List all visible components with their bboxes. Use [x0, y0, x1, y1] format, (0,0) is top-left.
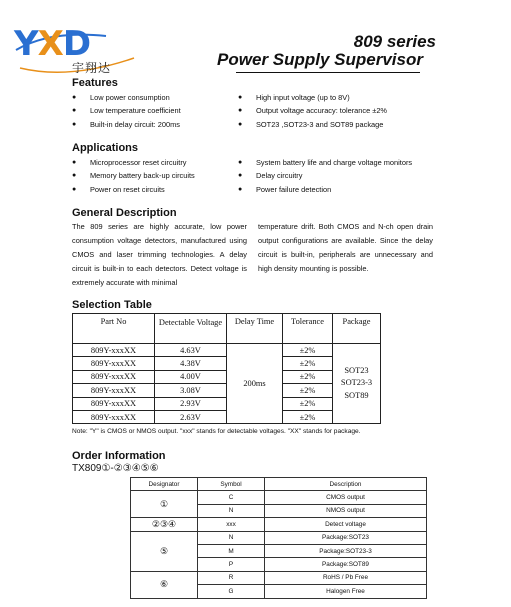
table-header-row — [131, 478, 427, 491]
header-part-no: Part No — [73, 314, 155, 344]
applications-list-right — [238, 156, 478, 196]
description-cell: Package:SOT23 — [265, 531, 427, 544]
selection-table — [72, 313, 381, 424]
tolerance-cell: ±2% — [283, 384, 333, 397]
logo-letter-x: X — [37, 24, 63, 64]
applications-heading: Applications — [72, 142, 139, 154]
voltage-cell: 3.08V — [155, 384, 227, 397]
description-cell: Package:SOT23-3 — [265, 544, 427, 557]
product-title: Power Supply Supervisor — [217, 50, 423, 69]
features-heading: Features — [72, 77, 118, 89]
description-heading: General Description — [72, 207, 177, 219]
bullet-icon: ● — [238, 94, 243, 101]
symbol-cell: N — [198, 504, 265, 517]
list-item: ● Power failure detection — [238, 183, 478, 196]
features-list-left — [72, 91, 242, 131]
list-item: ● Power on reset circuits — [72, 183, 242, 196]
bullet-icon: ● — [238, 172, 243, 180]
tolerance-cell: ±2% — [283, 410, 333, 423]
tolerance-cell: ±2% — [283, 344, 333, 357]
tolerance-cell: ±2% — [283, 370, 333, 383]
features-list-right — [238, 91, 478, 131]
part-no-cell: 809Y-xxxXX — [73, 370, 155, 383]
logo-letter-d: D — [62, 24, 91, 64]
bullet-icon: ● — [72, 185, 77, 193]
description-cell: RoHS / Pb Free — [265, 571, 427, 584]
bullet-icon: ● — [72, 94, 77, 101]
voltage-cell: 4.00V — [155, 370, 227, 383]
symbol-cell: N — [198, 531, 265, 544]
description-cell: CMOS output — [265, 491, 427, 504]
series-title: 809 series — [353, 32, 436, 51]
symbol-cell: R — [198, 571, 265, 584]
selection-heading: Selection Table — [72, 299, 152, 311]
table-row — [131, 531, 427, 544]
voltage-cell: 2.93V — [155, 397, 227, 410]
header-tolerance: Tolerance — [283, 314, 333, 344]
list-item: ● Built-in delay circuit: 200ms — [72, 118, 242, 131]
package-option: SOT23 — [344, 365, 369, 375]
table-row — [73, 344, 381, 357]
bullet-icon: ● — [72, 159, 77, 166]
description-cell: NMOS output — [265, 504, 427, 517]
bullet-icon: ● — [72, 172, 77, 180]
delay-cell: 200ms — [227, 344, 283, 424]
list-item: ● SOT23 ,SOT23-3 and SOT89 package — [238, 118, 478, 131]
description-cell: Halogen Free — [265, 585, 427, 598]
package-option: SOT89 — [344, 390, 369, 400]
bullet-icon: ● — [238, 107, 243, 115]
logo-chinese-name: 宇翔达 — [72, 61, 112, 75]
selection-note: Note: "Y" is CMOS or NMOS output. "xxx" stands for detectable voltages. "XX" stands for package. — [72, 428, 361, 435]
list-item: ● Delay circuitry — [238, 169, 478, 182]
bullet-icon: ● — [238, 159, 243, 166]
logo-letters — [14, 24, 90, 64]
symbol-cell: M — [198, 544, 265, 557]
symbol-cell: P — [198, 558, 265, 571]
voltage-cell: 2.63V — [155, 410, 227, 423]
header-divider — [236, 72, 420, 73]
list-item: ● Low temperature coefficient — [72, 104, 242, 117]
header-description: Description — [265, 478, 427, 491]
list-item: ● Output voltage accuracy: tolerance ±2% — [238, 104, 478, 117]
bullet-icon: ● — [72, 120, 77, 128]
symbol-cell: G — [198, 585, 265, 598]
order-code: TX809①-②③④⑤⑥ — [72, 463, 159, 474]
table-row — [131, 491, 427, 504]
order-heading: Order Information — [72, 450, 166, 462]
table-row — [131, 571, 427, 584]
voltage-cell: 4.63V — [155, 344, 227, 357]
bullet-icon: ● — [72, 107, 77, 115]
designator-cell: ②③④ — [131, 518, 198, 531]
part-no-cell: 809Y-xxxXX — [73, 357, 155, 370]
order-table — [130, 477, 427, 599]
list-item: ● Memory battery back-up circuits — [72, 169, 242, 182]
part-no-cell: 809Y-xxxXX — [73, 344, 155, 357]
header-detectable-voltage: Detectable Voltage — [155, 314, 227, 344]
description-paragraph-right: temperature drift. Both CMOS and N-ch open drain output configurations are available. Since the delay circuit is built-in, peripherals are unnecessary and high density mounting is possible. — [258, 222, 433, 274]
designator-cell: ⑥ — [131, 571, 198, 598]
symbol-cell: C — [198, 491, 265, 504]
voltage-cell: 4.38V — [155, 357, 227, 370]
designator-cell: ⑤ — [131, 531, 198, 571]
package-option: SOT23-3 — [340, 378, 373, 388]
logo-letter-y: Y — [14, 24, 38, 64]
description-cell: Package:SOT89 — [265, 558, 427, 571]
header-package: Package — [333, 314, 381, 344]
part-no-cell: 809Y-xxxXX — [73, 410, 155, 423]
list-item: ● System battery life and charge voltage monitors — [238, 156, 478, 169]
list-item: ● Low power consumption — [72, 91, 242, 104]
symbol-cell: xxx — [198, 518, 265, 531]
table-row — [131, 518, 427, 531]
designator-cell: ① — [131, 491, 198, 518]
description-paragraph-left: The 809 series are highly accurate, low power consumption voltage detectors, manufactured using CMOS and laser trimming technologies. A delay circuit is built-in to each detectors. Detect voltage is extremely accurate with minimal — [72, 222, 247, 288]
part-no-cell: 809Y-xxxXX — [73, 397, 155, 410]
header-symbol: Symbol — [198, 478, 265, 491]
part-no-cell: 809Y-xxxXX — [73, 384, 155, 397]
header-designator: Designator — [131, 478, 198, 491]
applications-list-left — [72, 156, 242, 196]
description-cell: Detect voltage — [265, 518, 427, 531]
header-delay-time: Delay Time — [227, 314, 283, 344]
list-item: ● Microprocessor reset circuitry — [72, 156, 242, 169]
bullet-icon: ● — [238, 120, 243, 128]
tolerance-cell: ±2% — [283, 397, 333, 410]
package-cell — [333, 344, 381, 424]
list-item: ● High input voltage (up to 8V) — [238, 91, 478, 104]
table-header-row — [73, 314, 381, 344]
bullet-icon: ● — [238, 185, 243, 193]
tolerance-cell: ±2% — [283, 357, 333, 370]
